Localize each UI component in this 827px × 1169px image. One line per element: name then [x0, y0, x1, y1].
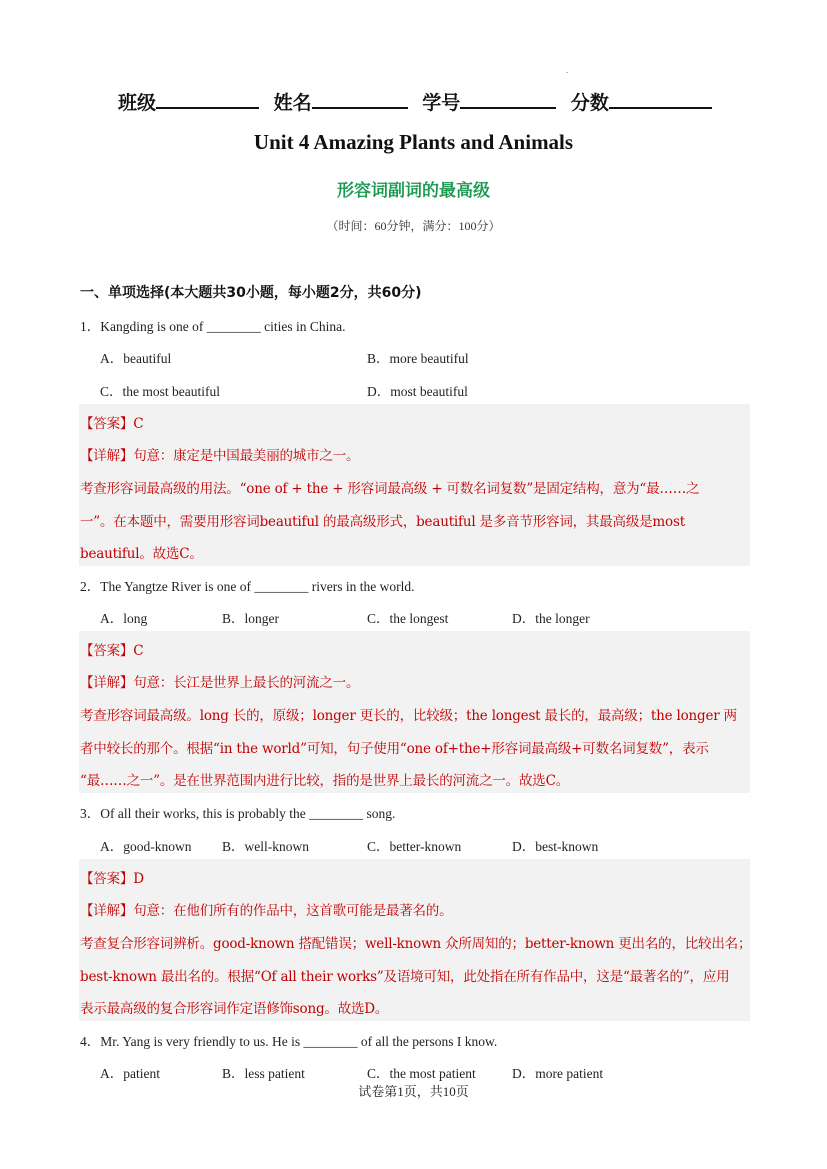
page-footer: 试卷第1页，共10页 — [358, 1084, 469, 1099]
option-d: D．more patient — [512, 1066, 604, 1081]
option-c: C．the most beautiful — [100, 384, 220, 399]
detail-line: 【详解】句意：长江是世界上最长的河流之一。 — [80, 675, 360, 691]
time-info: （时间：60分钟，满分：100分） — [326, 219, 501, 233]
section-heading: 一、单项选择(本大题共30小题，每小题2分，共60分) — [80, 285, 422, 301]
option-a: A．beautiful — [100, 351, 172, 366]
class-label: 班级 — [118, 92, 157, 114]
option-b: B．well-known — [222, 839, 309, 854]
corner-dot: . — [566, 66, 568, 75]
option-a: A．patient — [100, 1066, 160, 1081]
score-label: 分数 — [570, 92, 609, 114]
explanation-line: “最……之一”。是在世界范围内进行比较，指的是世界上最长的河流之一。故选C。 — [80, 773, 570, 789]
option-d: D．most beautiful — [367, 384, 468, 399]
question-stem: 3．Of all their works, this is probably the ________ song. — [80, 806, 396, 821]
student-id-label: 学号 — [422, 92, 461, 114]
answer-box — [79, 859, 750, 1021]
answer-line: 【答案】C — [80, 416, 144, 432]
option-a: A．good-known — [100, 839, 192, 854]
detail-line: 【详解】句意：康定是中国最美丽的城市之一。 — [80, 448, 360, 464]
score-blank — [609, 89, 712, 109]
option-c: C．better-known — [367, 839, 462, 854]
explanation-line: 考查形容词最高级的用法。“one of + the + 形容词最高级 + 可数名词复数”是固定结构，意为“最……之 — [80, 481, 700, 497]
explanation-line: 者中较长的那个。根据“in the world”可知，句子使用“one of+the+形容词最高级+可数名词复数”，表示 — [80, 741, 709, 757]
explanation-line: best-known 最出名的。根据“Of all their works”及语境可知，此处指在所有作品中，这是“最著名的”，应用 — [80, 969, 730, 985]
student-info-line — [118, 88, 718, 115]
explanation-line: beautiful。故选C。 — [80, 546, 203, 562]
name-label: 姓名 — [273, 92, 312, 114]
explanation-line: 考查形容词最高级。long 长的，原级；longer 更长的，比较级；the longest 最长的，最高级；the longer 两 — [80, 708, 737, 724]
option-c: C．the most patient — [367, 1066, 476, 1081]
answer-line: 【答案】C — [80, 643, 144, 659]
question-stem: 2．The Yangtze River is one of ________ rivers in the world. — [80, 579, 415, 594]
question-stem: 1．Kangding is one of ________ cities in China. — [80, 319, 346, 334]
option-c: C．the longest — [367, 611, 449, 626]
option-b: B．longer — [222, 611, 279, 626]
option-b: B．more beautiful — [367, 351, 469, 366]
class-blank — [156, 89, 259, 109]
name-blank — [312, 89, 408, 109]
answer-box — [79, 404, 750, 566]
explanation-line: 一”。在本题中，需要用形容词beautiful 的最高级形式，beautiful 是多音节形容词，其最高级是most — [80, 514, 685, 530]
answer-line: 【答案】D — [80, 871, 144, 887]
answer-box — [79, 631, 750, 793]
option-d: D．best-known — [512, 839, 599, 854]
explanation-line: 考查复合形容词辨析。good-known 搭配错误；well-known 众所周知的；better-known 更出名的，比较出名； — [80, 936, 752, 952]
page-subtitle: 形容词副词的最高级 — [337, 181, 490, 201]
question-stem: 4．Mr. Yang is very friendly to us. He is ________ of all the persons I know. — [80, 1034, 498, 1049]
option-a: A．long — [100, 611, 148, 626]
option-d: D．the longer — [512, 611, 590, 626]
explanation-line: 表示最高级的复合形容词作定语修饰song。故选D。 — [80, 1001, 389, 1017]
detail-line: 【详解】句意：在他们所有的作品中，这首歌可能是最著名的。 — [80, 903, 453, 919]
page-title: Unit 4 Amazing Plants and Animals — [253, 130, 574, 154]
option-b: B．less patient — [222, 1066, 305, 1081]
student-id-blank — [460, 89, 556, 109]
